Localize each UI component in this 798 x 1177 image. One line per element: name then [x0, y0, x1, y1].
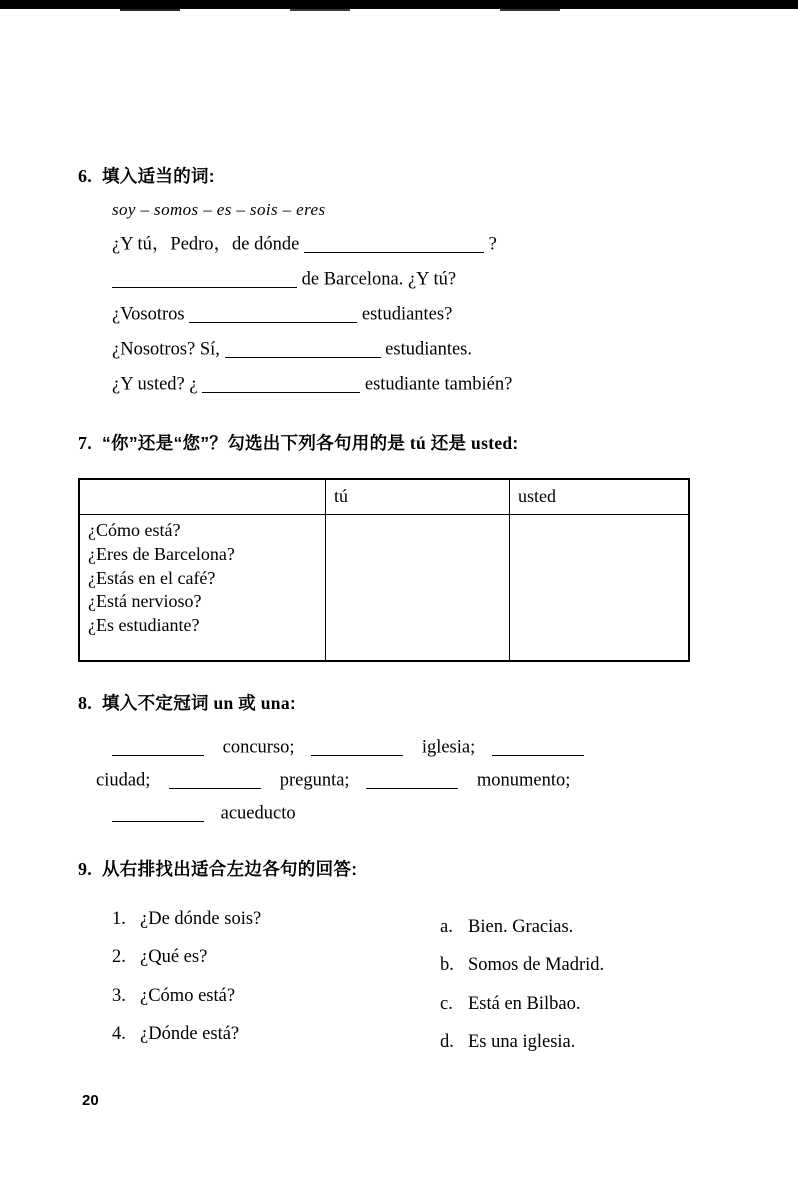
- exercise-8-line-2: [0, 770, 798, 790]
- exercise-8-heading-part-2: 或: [238, 693, 257, 713]
- exercise-8-word-1: concurso;: [222, 737, 295, 758]
- left-text-4: ¿Dónde está?: [140, 1024, 240, 1045]
- table-cell-question-list: [79, 515, 326, 662]
- exercise-6-line-4-after: estudiantes.: [385, 339, 472, 360]
- exercise-6-line-4-before: ¿Nosotros? Sí,: [112, 339, 220, 360]
- table-question-5: ¿Es estudiante?: [88, 615, 200, 635]
- exercise-9-heading-text: 从右排找出适合左边各句的回答:: [102, 859, 358, 879]
- exercise-8-word-6: acueducto: [220, 803, 296, 824]
- exercise-7: [0, 430, 798, 455]
- left-marker-3: 3.: [112, 985, 126, 1006]
- left-text-3: ¿Cómo está?: [140, 985, 236, 1006]
- exercise-8: [0, 690, 798, 823]
- right-marker-c: c.: [440, 993, 453, 1014]
- list-item[interactable]: [440, 908, 604, 946]
- right-marker-d: d.: [440, 1032, 454, 1053]
- exercise-8-word-4: pregunta;: [279, 770, 350, 791]
- exercise-8-heading-latin-un: un: [213, 693, 234, 713]
- list-item[interactable]: [440, 946, 604, 984]
- exercise-8-line-1: [0, 737, 798, 757]
- list-item[interactable]: [440, 985, 604, 1023]
- exercise-6-blank-4[interactable]: [225, 339, 381, 358]
- exercise-6-line-4: [0, 339, 798, 359]
- exercise-8-blank-6[interactable]: [112, 803, 204, 822]
- right-marker-b: b.: [440, 955, 454, 976]
- exercise-9-left-column: [112, 900, 261, 1054]
- table-row: [79, 515, 689, 662]
- table-question-1: ¿Cómo está?: [88, 520, 181, 540]
- exercise-7-heading: [0, 430, 798, 455]
- exercise-8-blank-2[interactable]: [311, 737, 403, 756]
- left-marker-4: 4.: [112, 1024, 126, 1045]
- exercise-6-line-1: [0, 234, 798, 254]
- exercise-6-line-3-after: estudiantes?: [361, 304, 453, 325]
- exercise-9: [0, 856, 798, 881]
- exercise-6-blank-3[interactable]: [189, 304, 357, 323]
- table-question-2: ¿Eres de Barcelona?: [88, 543, 235, 564]
- exercise-6-line-1-after: ?: [488, 234, 497, 255]
- list-item[interactable]: [112, 938, 261, 976]
- exercise-6-line-5-after: estudiante también?: [364, 375, 513, 396]
- left-text-1: ¿De dónde sois?: [140, 909, 262, 929]
- exercise-6-line-2-after: de Barcelona. ¿Y tú?: [301, 269, 457, 290]
- exercise-8-line-3: [0, 803, 798, 823]
- exercise-9-right-column: [440, 908, 604, 1062]
- exercise-6-heading: [0, 163, 798, 188]
- table-question-3: ¿Estás en el café?: [88, 567, 216, 588]
- exercise-7-heading-part-3: :: [512, 433, 519, 453]
- exercise-8-heading-latin-una: una: [260, 693, 290, 713]
- exercise-7-heading-part-1: “你”还是“您”？勾选出下列各句用的是: [102, 433, 406, 453]
- exercise-6-number: 6.: [78, 166, 93, 186]
- exercise-8-blank-4[interactable]: [169, 770, 261, 789]
- exercise-6-blank-5[interactable]: [202, 374, 360, 393]
- right-text-b: Somos de Madrid.: [468, 955, 605, 976]
- exercise-6-line-5-before: ¿Y usted? ¿: [112, 375, 198, 396]
- right-text-c: Está en Bilbao.: [468, 993, 581, 1014]
- exercise-6-blank-1[interactable]: [304, 234, 484, 253]
- left-marker-2: 2.: [112, 947, 126, 968]
- list-item[interactable]: [112, 900, 261, 938]
- exercise-8-number: 8.: [78, 693, 93, 713]
- page-number: 20: [82, 1092, 99, 1109]
- exercise-6-line-3: [0, 304, 798, 324]
- list-item[interactable]: [112, 977, 261, 1015]
- exercise-8-heading-part-1: 填入不定冠词: [102, 693, 209, 713]
- exercise-6-line-5: [0, 374, 798, 394]
- exercise-8-word-3: ciudad;: [96, 770, 151, 791]
- exercise-7-heading-latin-usted: usted: [471, 433, 513, 453]
- exercise-8-heading-part-3: :: [289, 693, 297, 713]
- list-item[interactable]: [440, 1023, 604, 1061]
- exercise-6-line-2: [0, 269, 798, 289]
- table-header-tu: tú: [326, 479, 510, 515]
- exercise-8-word-5: monumento;: [476, 770, 571, 791]
- exercise-8-heading: [0, 690, 798, 715]
- left-marker-1: 1.: [112, 909, 126, 929]
- exercise-6-word-bank: soy – somos – es – sois – eres: [112, 200, 326, 219]
- right-text-d: Es una iglesia.: [468, 1032, 576, 1053]
- exercise-8-blank-5[interactable]: [366, 770, 458, 789]
- exercise-6: [0, 163, 798, 395]
- left-text-2: ¿Qué es?: [140, 947, 208, 968]
- exercise-7-heading-part-2: 还是: [430, 433, 467, 453]
- exercise-7-heading-latin-tu: tú: [409, 433, 427, 453]
- exercise-6-line-3-before: ¿Vosotros: [112, 304, 185, 325]
- exercise-8-blank-1[interactable]: [112, 737, 204, 756]
- table-header-row: [79, 479, 689, 515]
- pronoun-choice-table: [78, 478, 690, 662]
- table-header-questions: [79, 479, 326, 515]
- exercise-6-blank-2[interactable]: [112, 269, 297, 288]
- exercise-7-table-wrapper: [78, 478, 660, 662]
- exercise-6-line-1-before: ¿Y tú，Pedro，de dónde: [112, 234, 300, 255]
- right-marker-a: a.: [440, 917, 453, 937]
- exercise-9-number: 9.: [78, 859, 93, 879]
- exercise-8-blank-3[interactable]: [492, 737, 584, 756]
- exercise-7-number: 7.: [78, 433, 93, 453]
- list-item[interactable]: [112, 1015, 261, 1053]
- exercise-8-word-2: iglesia;: [421, 737, 476, 758]
- table-header-usted: usted: [510, 479, 690, 515]
- exercise-9-heading: [0, 856, 798, 881]
- table-question-4: ¿Está nervioso?: [88, 591, 202, 612]
- table-cell-tu-answers[interactable]: [326, 515, 510, 662]
- exercise-6-heading-text: 填入适当的词:: [102, 166, 215, 186]
- table-cell-usted-answers[interactable]: [510, 515, 690, 662]
- right-text-a: Bien. Gracias.: [468, 917, 574, 937]
